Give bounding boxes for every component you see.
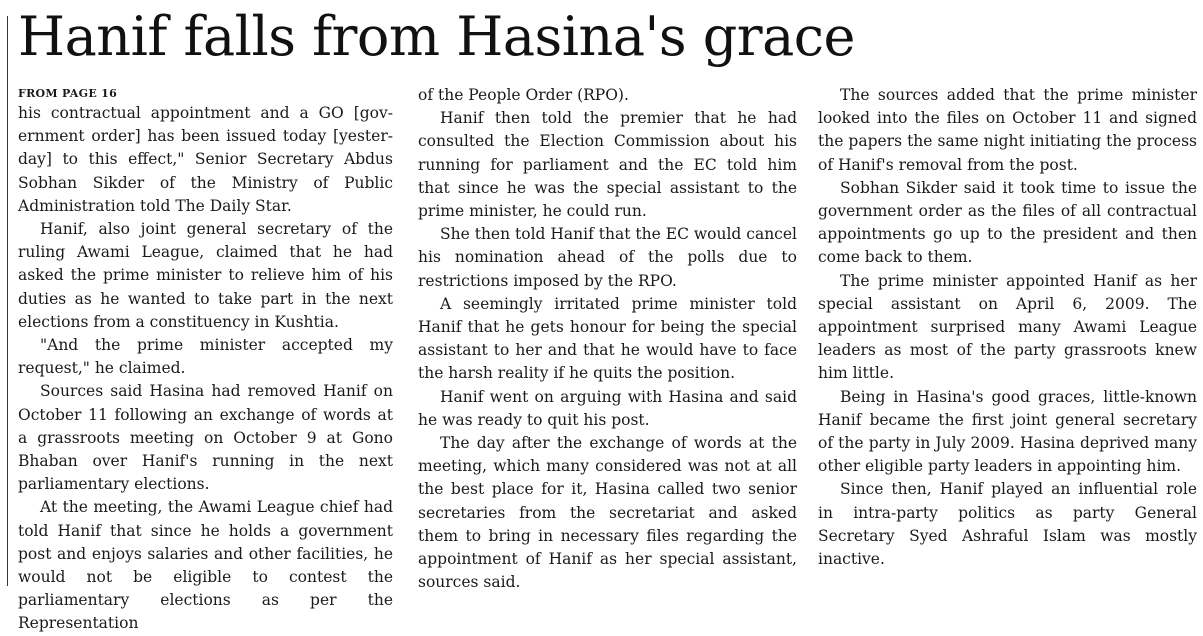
paragraph: The sources added that the prime minister looked into the files on October 11 and signed the papers the same night initiating the process of Hanif's removal from the post. — [818, 86, 1197, 174]
paragraph: Hanif then told the premier that he had consulted the Election Commission about his running for parliament and the EC told him that since he was the special assistant to the prime minister, he could run. — [418, 109, 797, 221]
paragraph: of the People Order (RPO). — [418, 86, 629, 104]
article-column-2 — [418, 84, 797, 594]
headline: Hanif falls from Hasina's grace — [18, 5, 856, 68]
paragraph: Hanif went on arguing with Hasina and said he was ready to quit his post. — [418, 387, 797, 429]
paragraph: Hanif, also joint general secretary of the ruling Awami League, claimed that he had asked the prime minister to relieve him of his duties as he wanted to take part in the next elections from a constituency in Kushtia. — [18, 220, 393, 331]
article-column-3 — [818, 84, 1197, 571]
paragraph: Sources said Hasina had removed Hanif on October 11 following an exchange of words at a grassroots meeting on October 9 at Gono Bhaban over Hanif's running in the next parliamentary elections. — [18, 382, 393, 494]
article-column-1 — [18, 84, 393, 636]
paragraph: Being in Hasina's good graces, little-known Hanif became the first joint general secretary of the party in July 2009. Hasina deprived many other eligible party leaders in appointing him. — [818, 387, 1197, 476]
paragraph: She then told Hanif that the EC would cancel his nomination ahead of the polls due to restrictions imposed by the RPO. — [418, 225, 797, 290]
paragraph: A seemingly irritated prime minister told Hanif that he gets honour for being the special assistant to her and that he would have to face the harsh reality if he quits the position. — [418, 294, 797, 383]
paragraph: The day after the exchange of words at the meeting, which many considered was not at all the best place for it, Hasina called two senior secretaries from the secretariat and asked them to bring in necessary files regarding the appointment of Hanif as her special assistant, sources said. — [418, 434, 797, 592]
paragraph: The prime minister appointed Hanif as her special assistant on April 6, 2009. The appointment surprised many Awami League leaders as most of the party grassroots knew him little. — [818, 271, 1197, 383]
paragraph: "And the prime minister accepted my request," he claimed. — [18, 336, 393, 378]
paragraph: Since then, Hanif played an influential role in intra-party politics as party General Secretary Syed Ashraful Islam was mostly inactive. — [818, 480, 1197, 569]
paragraph: his contractual appointment and a GO [government order] has been issued today [yesterday] to this effect," Senior Secretary Abdus Sobhan Sikder of the Ministry of Public Administration told The Daily Star. — [18, 104, 393, 215]
paragraph: At the meeting, the Awami League chief had told Hanif that since he holds a government post and enjoys salaries and other facilities, he would not be eligible to contest the parliamentary elections as per the Representation — [18, 498, 393, 633]
kicker: FROM PAGE 16 — [18, 87, 118, 100]
column-rule — [7, 16, 8, 586]
paragraph: Sobhan Sikder said it took time to issue the government order as the files of all contractual appointments go up to the president and then come back to them. — [818, 178, 1197, 267]
